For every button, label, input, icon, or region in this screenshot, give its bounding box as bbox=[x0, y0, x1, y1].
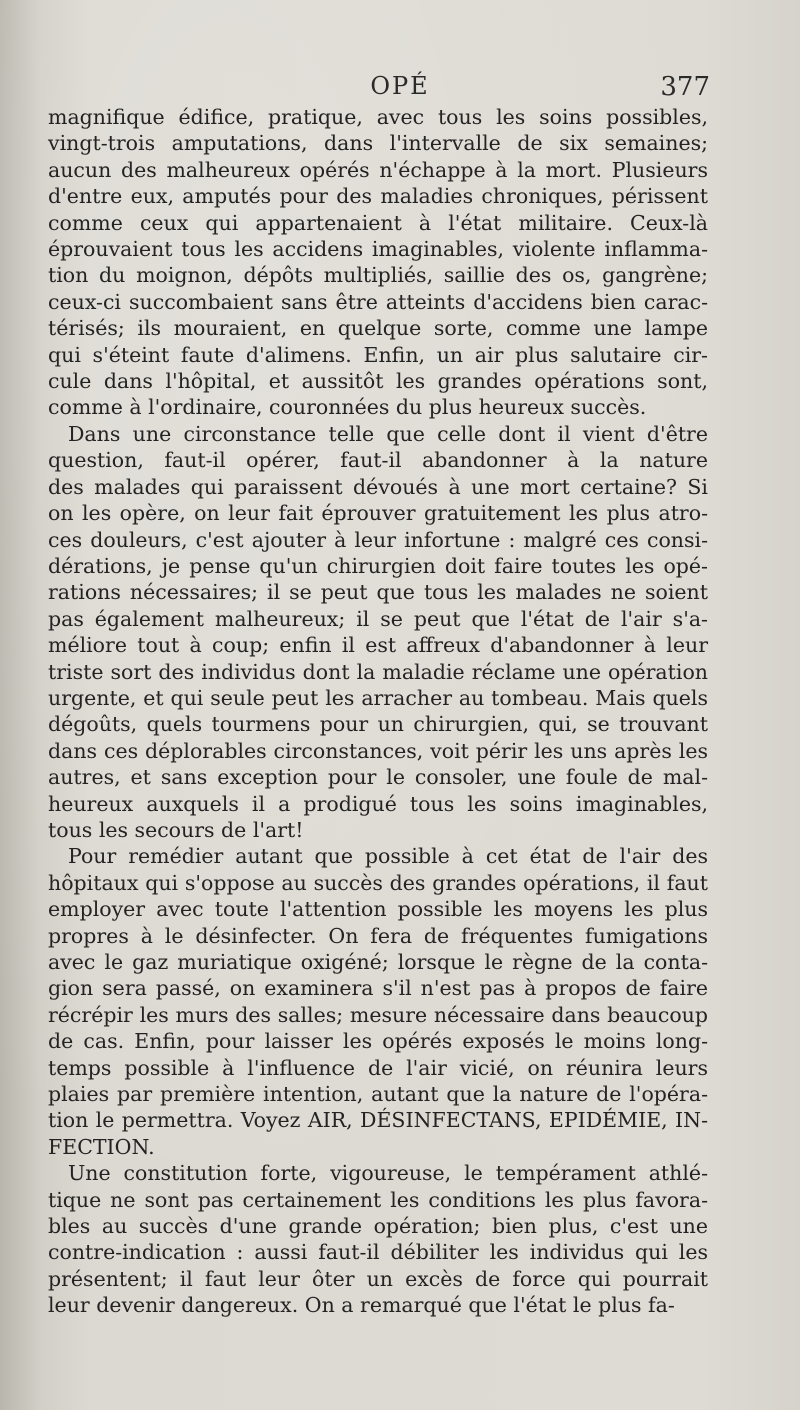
text-line: méliore tout à coup; enfin il est affreux d'abandonner à leur bbox=[48, 633, 708, 658]
text-line: aucun des malheureux opérés n'échappe à la mort. Plusieurs bbox=[48, 157, 708, 182]
text-line: gion sera passé, on examinera s'il n'est pas à propos de faire bbox=[48, 976, 708, 1001]
text-line: magnifique édifice, pratique, avec tous les soins possibles, bbox=[48, 105, 708, 129]
text-line: heureux auxquels il a prodigué tous les soins imaginables, bbox=[48, 791, 708, 816]
text-line: autres, et sans exception pour le consoler, une foule de mal- bbox=[48, 765, 708, 790]
text-line: question, faut-il opérer, faut-il abandonner à la nature bbox=[48, 448, 708, 473]
text-line: dégoûts, quels tourmens pour un chirurgien, qui, se trouvant bbox=[48, 712, 708, 737]
text-line: rations nécessaires; il se peut que tous les malades ne soient bbox=[48, 580, 708, 605]
text-line: on les opère, on leur fait éprouver gratuitement les plus atro- bbox=[48, 501, 708, 526]
text-line: Dans une circonstance telle que celle dont il vient d'être bbox=[68, 421, 708, 446]
text-line: tique ne sont pas certainement les conditions les plus favora- bbox=[48, 1187, 708, 1212]
body-text bbox=[48, 104, 708, 1319]
paragraph bbox=[48, 104, 708, 421]
text-line: des malades qui paraissent dévoués à une mort certaine? Si bbox=[48, 474, 708, 499]
text-line: cule dans l'hôpital, et aussitôt les grandes opérations sont, bbox=[48, 369, 708, 394]
text-line: vingt-trois amputations, dans l'intervalle de six semaines; bbox=[48, 131, 708, 156]
text-line: propres à le désinfecter. On fera de fréquentes fumigations bbox=[48, 923, 708, 948]
text-line: tion le permettra. Voyez AIR, DÉSINFECTANS, EPIDÉMIE, IN- bbox=[48, 1108, 708, 1133]
text-line: FECTION. bbox=[48, 1134, 155, 1159]
text-line: contre-indication : aussi faut-il débiliter les individus qui les bbox=[48, 1240, 708, 1265]
text-line: éprouvaient tous les accidens imaginables, violente inflamma- bbox=[48, 237, 708, 262]
text-line: comme à l'ordinaire, couronnées du plus heureux succès. bbox=[48, 395, 647, 420]
text-line: tous les secours de l'art! bbox=[48, 817, 304, 842]
text-line: ces douleurs, c'est ajouter à leur infortune : malgré ces consi- bbox=[48, 527, 708, 552]
page-number: 377 bbox=[660, 72, 710, 102]
text-line: présentent; il faut leur ôter un excès de force qui pourrait bbox=[48, 1266, 708, 1291]
text-line: leur devenir dangereux. On a remarqué que l'état le plus fa- bbox=[48, 1293, 675, 1318]
text-line: dérations, je pense qu'un chirurgien doit faire toutes les opé- bbox=[48, 553, 708, 578]
text-line: dans ces déplorables circonstances, voit périr les uns après les bbox=[48, 738, 708, 763]
text-line: qui s'éteint faute d'alimens. Enfin, un air plus salutaire cir- bbox=[48, 342, 708, 367]
text-line: plaies par première intention, autant que la nature de l'opéra- bbox=[48, 1082, 708, 1107]
text-line: tion du moignon, dépôts multipliés, saillie des os, gangrène; bbox=[48, 263, 708, 288]
text-line: ceux-ci succombaient sans être atteints d'accidens bien carac- bbox=[48, 289, 708, 314]
text-line: Une constitution forte, vigoureuse, le tempérament athlé- bbox=[68, 1161, 708, 1186]
text-line: de cas. Enfin, pour laisser les opérés exposés le moins long- bbox=[48, 1029, 708, 1054]
text-line: Pour remédier autant que possible à cet état de l'air des bbox=[68, 844, 708, 869]
text-line: bles au succès d'une grande opération; bien plus, c'est une bbox=[48, 1214, 708, 1239]
text-line: pas également malheureux; il se peut que l'état de l'air s'a- bbox=[48, 606, 708, 631]
paragraph bbox=[48, 421, 708, 844]
running-head: OPÉ bbox=[370, 72, 430, 100]
text-line: récrépir les murs des salles; mesure nécessaire dans beaucoup bbox=[48, 1002, 708, 1027]
text-line: temps possible à l'influence de l'air vicié, on réunira leurs bbox=[48, 1055, 708, 1080]
text-line: urgente, et qui seule peut les arracher au tombeau. Mais quels bbox=[48, 685, 708, 710]
paragraph bbox=[48, 1160, 708, 1318]
paragraph bbox=[48, 843, 708, 1160]
text-line: avec le gaz muriatique oxigéné; lorsque le règne de la conta- bbox=[48, 950, 708, 974]
text-line: d'entre eux, amputés pour des maladies chroniques, périssent bbox=[48, 184, 708, 209]
text-line: comme ceux qui appartenaient à l'état militaire. Ceux-là bbox=[48, 210, 708, 235]
text-line: hôpitaux qui s'oppose au succès des grandes opérations, il faut bbox=[48, 870, 708, 895]
text-line: triste sort des individus dont la maladie réclame une opération bbox=[48, 659, 708, 684]
text-line: térisés; ils mouraient, en quelque sorte, comme une lampe bbox=[48, 316, 708, 341]
text-line: employer avec toute l'attention possible les moyens les plus bbox=[48, 897, 708, 922]
